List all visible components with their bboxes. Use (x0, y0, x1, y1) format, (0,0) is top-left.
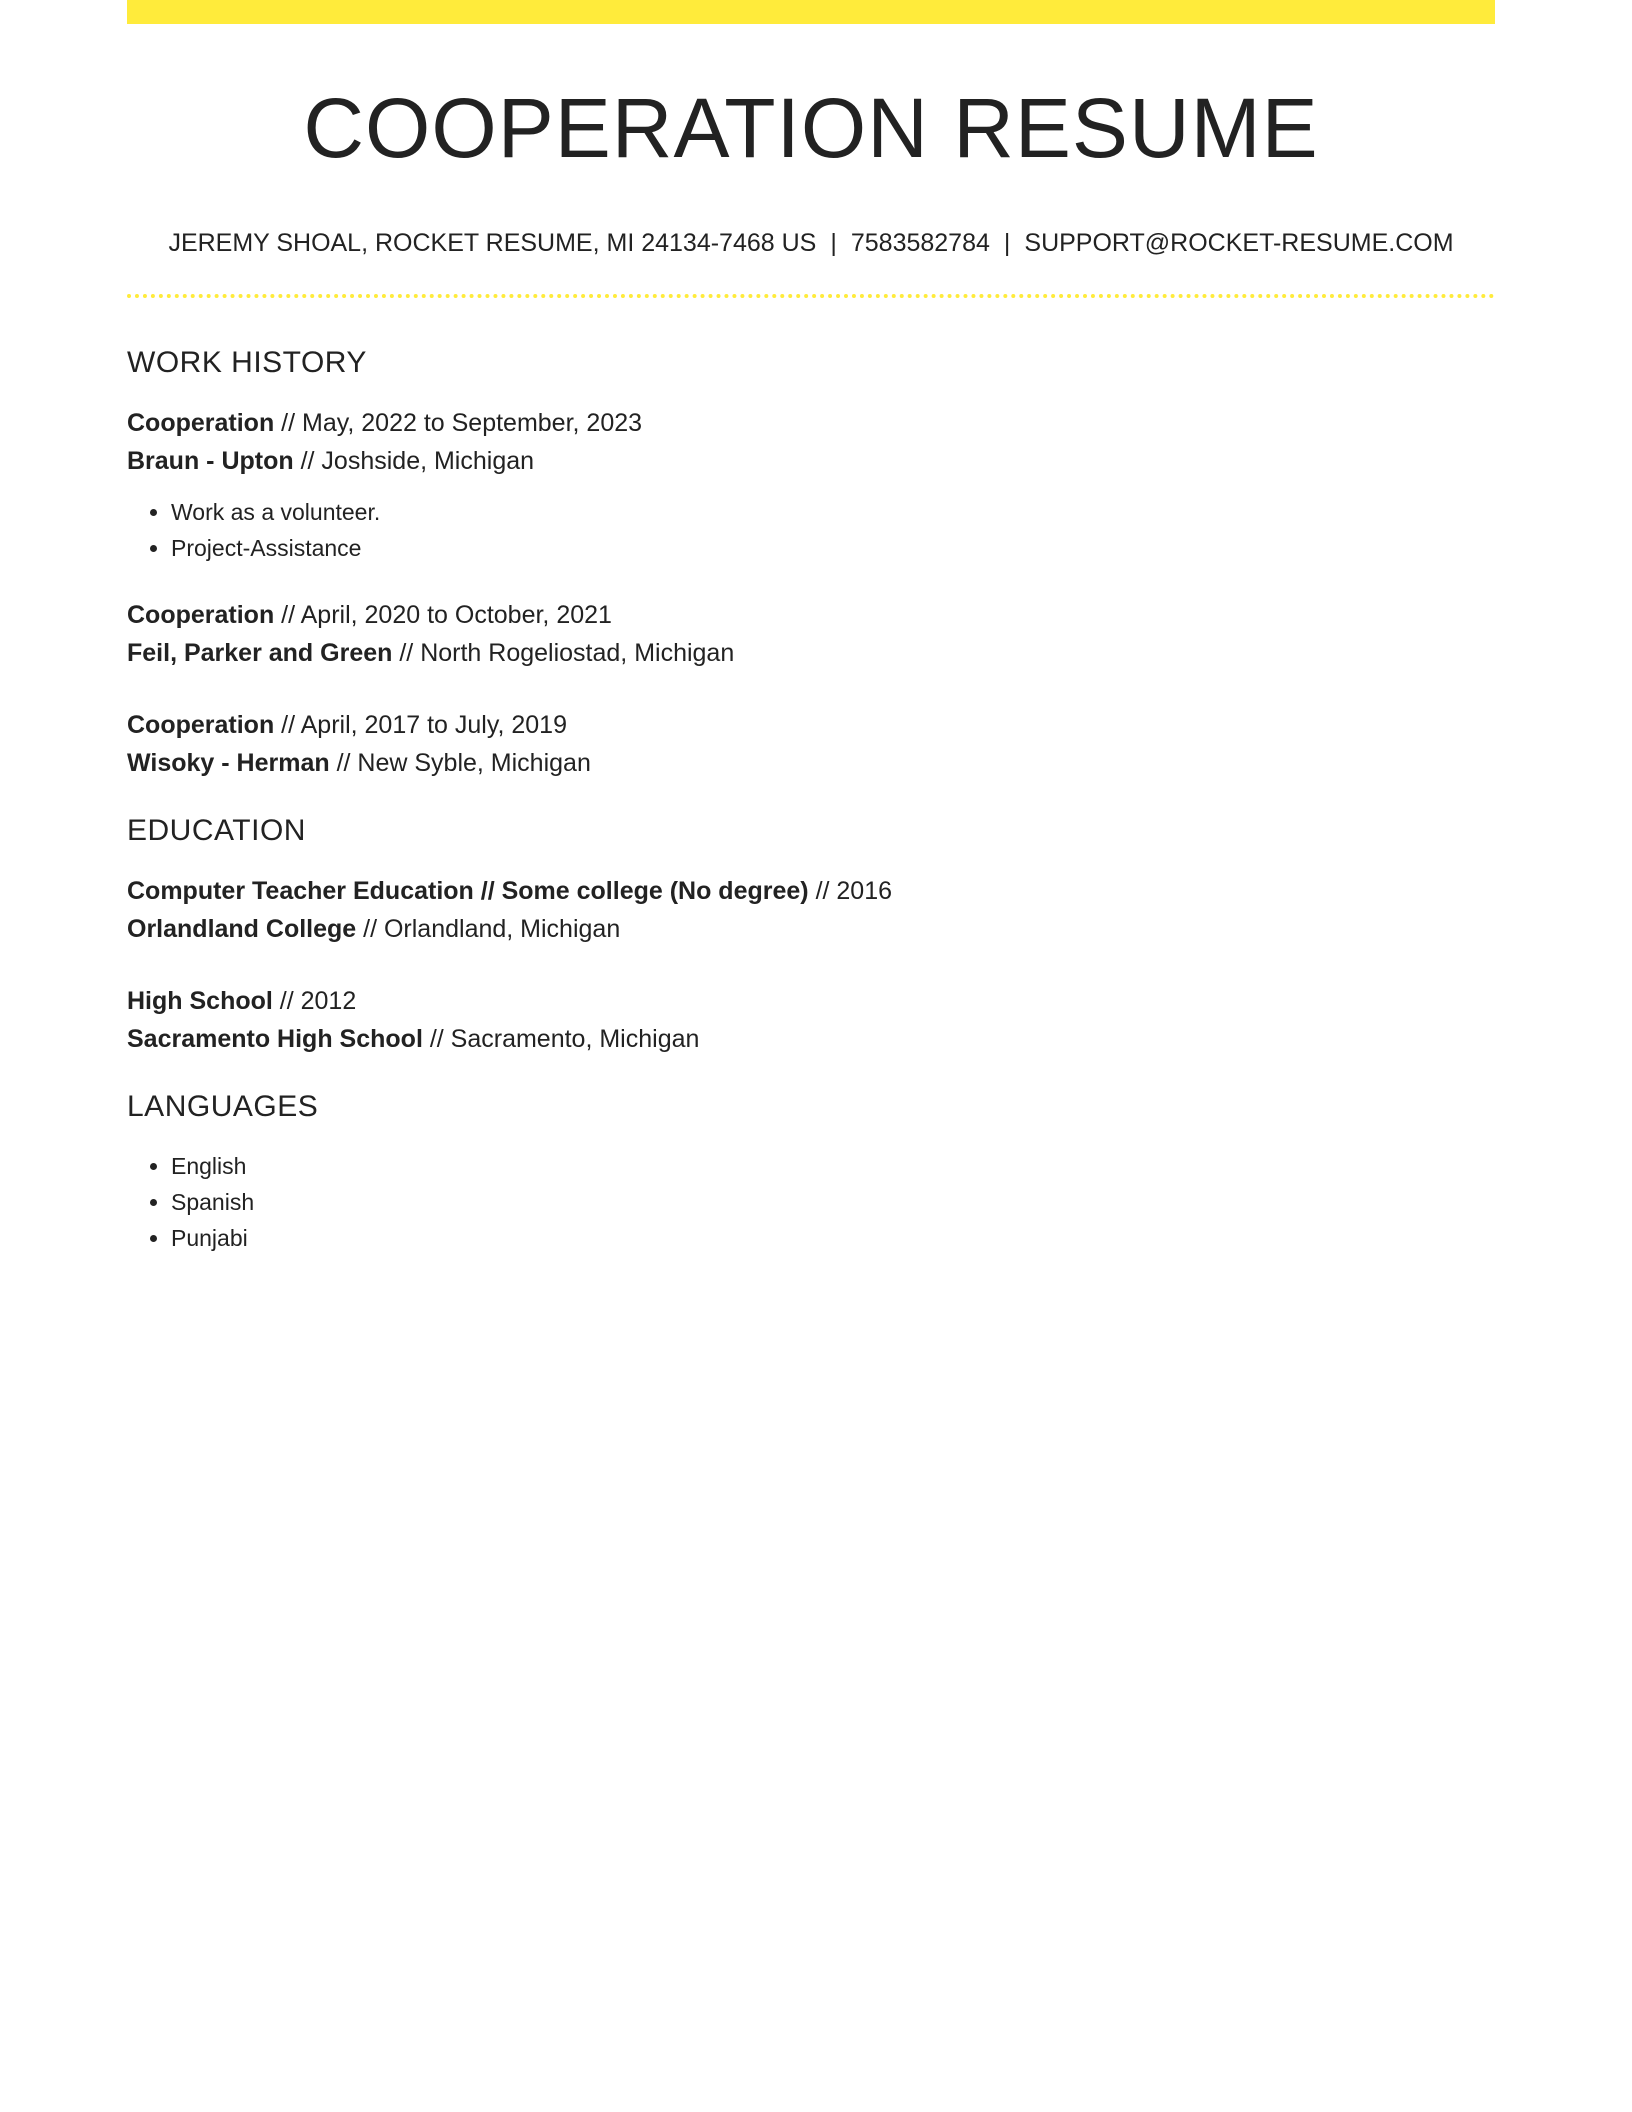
dotted-divider (127, 294, 1495, 298)
work-dates: // May, 2022 to September, 2023 (274, 409, 643, 437)
contact-address: JEREMY SHOAL, ROCKET RESUME, MI 24134-7468 US (168, 229, 817, 257)
education-school-line (127, 910, 1495, 948)
work-dates: // April, 2017 to July, 2019 (274, 711, 567, 739)
education-degree-line (127, 982, 1495, 1020)
list-item: • Punjabi (171, 1220, 1495, 1256)
work-company: Feil, Parker and Green (127, 639, 393, 667)
work-dates: // April, 2020 to October, 2021 (274, 601, 612, 629)
contact-separator: | (1003, 229, 1011, 257)
work-company-line (127, 634, 1495, 672)
work-history-section (127, 348, 1495, 782)
work-role-line (127, 596, 1495, 634)
education-location: // Orlandland, Michigan (356, 915, 621, 943)
list-item: • Project-Assistance (171, 530, 1495, 566)
work-location: // Joshside, Michigan (293, 447, 535, 475)
work-role: Cooperation (127, 711, 275, 739)
accent-bar (127, 0, 1495, 24)
contact-separator: | (830, 229, 837, 257)
education-year: // 2012 (272, 987, 357, 1015)
work-location: // New Syble, Michigan (329, 749, 591, 777)
education-school: Orlandland College (127, 915, 357, 943)
work-role: Cooperation (127, 409, 275, 437)
work-entry (127, 596, 1495, 672)
languages-list (127, 1148, 1495, 1256)
resume-title: COOPERATION RESUME (303, 81, 1319, 175)
section-heading: EDUCATION (127, 814, 306, 847)
work-company: Wisoky - Herman (127, 749, 330, 777)
section-heading: LANGUAGES (127, 1090, 319, 1123)
contact-line (127, 231, 1495, 256)
work-entry (127, 706, 1495, 782)
education-entry (127, 982, 1495, 1058)
work-company-line (127, 442, 1495, 480)
work-company: Braun - Upton (127, 447, 294, 475)
work-role-line (127, 706, 1495, 744)
education-degree-line (127, 872, 1495, 910)
work-role: Cooperation (127, 601, 275, 629)
work-role-line (127, 404, 1495, 442)
section-heading: WORK HISTORY (127, 346, 367, 379)
list-item: • English (171, 1148, 1495, 1184)
education-degree: High School (127, 987, 273, 1015)
education-entry (127, 872, 1495, 948)
education-school: Sacramento High School (127, 1025, 423, 1053)
languages-section (127, 1092, 1495, 1256)
work-location: // North Rogeliostad, Michigan (392, 639, 735, 667)
contact-phone: 7583582784 (850, 229, 990, 257)
work-company-line (127, 744, 1495, 782)
work-entry (127, 404, 1495, 566)
education-year: // 2016 (808, 877, 893, 905)
list-item: • Spanish (171, 1184, 1495, 1220)
work-bullet-list (127, 494, 1495, 566)
education-school-line (127, 1020, 1495, 1058)
education-section (127, 816, 1495, 1058)
education-location: // Sacramento, Michigan (422, 1025, 700, 1053)
list-item: • Work as a volunteer. (171, 494, 1495, 530)
education-degree: Computer Teacher Education // Some college (No degree) (127, 877, 809, 905)
resume-page (127, 0, 1495, 1256)
contact-email: SUPPORT@ROCKET-RESUME.COM (1024, 229, 1454, 257)
